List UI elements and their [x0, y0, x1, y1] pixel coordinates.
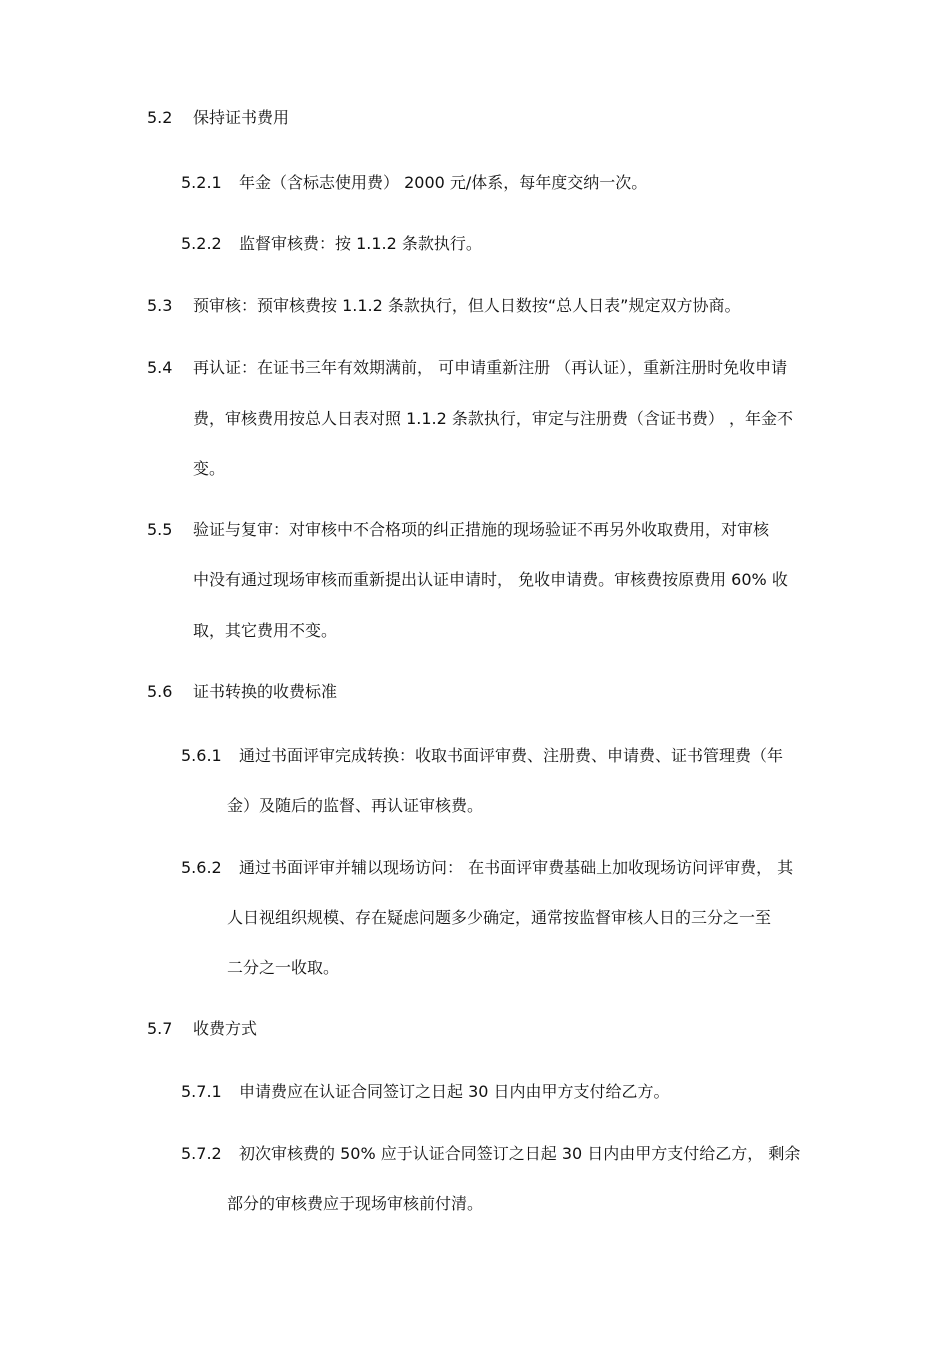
clause-number: 5.6 [147, 682, 173, 701]
clause-text-continued: 人日视组织规模、存在疑虑问题多少确定，通常按监督审核人日的三分之一至 [227, 908, 772, 927]
clause-number: 5.7.2 [181, 1144, 222, 1163]
clause-5-5 [147, 519, 769, 541]
clause-5-6 [147, 681, 337, 703]
clause-text: 预审核：预审核费按 1.1.2 条款执行，但人日数按“总人日表”规定双方协商。 [193, 296, 741, 315]
clause-text: 收费方式 [193, 1019, 258, 1038]
clause-text: 通过书面评审并辅以现场访问： 在书面评审费基础上加收现场访问评审费， 其 [239, 858, 794, 877]
clause-text: 验证与复审：对审核中不合格项的纠正措施的现场验证不再另外收取费用，对审核 [193, 520, 770, 539]
clause-text-continued: 金）及随后的监督、再认证审核费。 [227, 796, 484, 815]
clause-number: 5.7 [147, 1019, 173, 1038]
clause-5-2 [147, 107, 289, 129]
clause-5-7-2 [181, 1143, 800, 1165]
clause-text-continued: 变。 [193, 459, 226, 478]
clause-text: 年金（含标志使用费） 2000 元/体系，每年度交纳一次。 [239, 173, 648, 192]
clause-number: 5.5 [147, 520, 173, 539]
clause-number: 5.2.2 [181, 234, 222, 253]
clause-5-6-2 [181, 857, 793, 879]
clause-number: 5.7.1 [181, 1082, 222, 1101]
clause-text-continued: 部分的审核费应于现场审核前付清。 [227, 1194, 484, 1213]
clause-5-4 [147, 357, 787, 379]
clause-5-7-1 [181, 1081, 670, 1103]
clause-number: 5.3 [147, 296, 173, 315]
clause-number: 5.6.1 [181, 746, 222, 765]
clause-text: 初次审核费的 50% 应于认证合同签订之日起 30 日内由甲方支付给乙方， 剩余 [239, 1144, 801, 1163]
clause-text-continued: 取，其它费用不变。 [193, 621, 338, 640]
clause-5-2-1 [181, 172, 647, 194]
clause-text-continued: 费，审核费用按总人日表对照 1.1.2 条款执行，审定与注册费（含证书费） ，年金不 [193, 409, 793, 428]
clause-text: 申请费应在认证合同签订之日起 30 日内由甲方支付给乙方。 [239, 1082, 670, 1101]
clause-5-7 [147, 1018, 257, 1040]
clause-5-2-2 [181, 233, 482, 255]
clause-text: 证书转换的收费标准 [193, 682, 338, 701]
clause-5-6-1 [181, 745, 783, 767]
clause-number: 5.6.2 [181, 858, 222, 877]
clause-text: 通过书面评审完成转换：收取书面评审费、注册费、申请费、证书管理费（年 [239, 746, 784, 765]
clause-number: 5.4 [147, 358, 173, 377]
clause-text-continued: 二分之一收取。 [227, 958, 340, 977]
clause-5-3 [147, 295, 740, 317]
clause-number: 5.2.1 [181, 173, 222, 192]
clause-text: 监督审核费：按 1.1.2 条款执行。 [239, 234, 482, 253]
clause-number: 5.2 [147, 108, 173, 127]
clause-text-continued: 中没有通过现场审核而重新提出认证申请时， 免收申请费。审核费按原费用 60% 收 [193, 570, 788, 589]
clause-text: 保持证书费用 [193, 108, 290, 127]
clause-text: 再认证：在证书三年有效期满前， 可申请重新注册 （再认证），重新注册时免收申请 [193, 358, 788, 377]
